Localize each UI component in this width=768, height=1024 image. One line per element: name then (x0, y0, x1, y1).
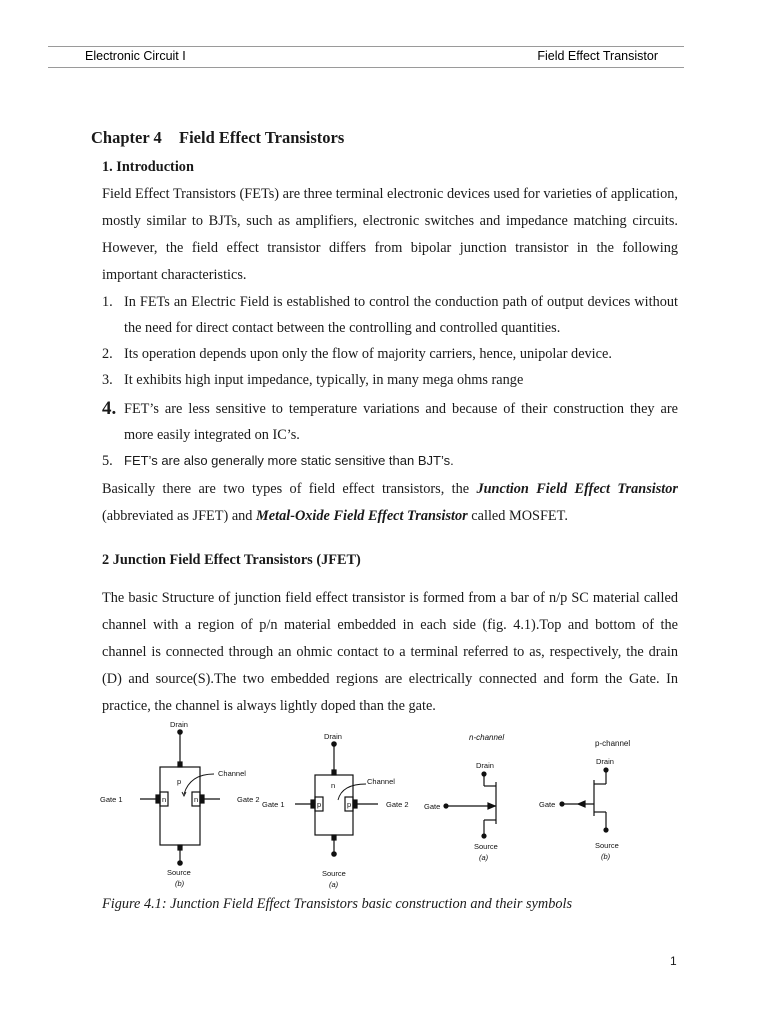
figure-caption: Figure 4.1: Junction Field Effect Transistors basic construction and their symbols (102, 896, 573, 912)
label-n-a: n (331, 781, 336, 790)
header-course-title: Electronic Circuit I (85, 49, 186, 63)
chapter-heading (91, 124, 678, 152)
label-n1-b: n (162, 795, 167, 804)
list-item: 2. Its operation depends upon only the flow of majority carriers, hence, unipolar device. (102, 346, 612, 362)
jfet-construction-a (295, 742, 378, 856)
label-gate1-a: Gate 1 (262, 800, 285, 809)
label-gate2-a: Gate 2 (386, 800, 409, 809)
label-tag-a: (a) (329, 880, 339, 889)
list-item: 1. In FETs an Electric Field is established to control the conduction path of output devices without the need for direct contact between the controlling and controlled quantities. (102, 294, 678, 336)
label-nch-drain: Drain (476, 761, 494, 770)
intro-paragraph: Field Effect Transistors (FETs) are three terminal electronic devices used for varieties of application, mostly similar to BJTs, such as amplifiers, electronic switches and impedance matching circuits. However, the field effect transistor differs from bipolar junction transistor in the following important characteristics. (102, 186, 678, 283)
mosfet-term: Metal-Oxide Field Effect Transistor (256, 508, 468, 524)
label-nch-source: Source (474, 842, 498, 851)
header-topic-title: Field Effect Transistor (537, 49, 658, 63)
chapter-number: Chapter 4 (91, 128, 162, 147)
label-drain-b: Drain (170, 720, 188, 729)
label-p-b: p (177, 777, 182, 786)
label-pch-tag: (b) (601, 852, 611, 861)
section-heading-jfet: 2 Junction Field Effect Transistors (JFET) (102, 552, 361, 568)
label-pch-gate: Gate (539, 800, 556, 809)
figure-4-1 (96, 716, 656, 894)
jfet-term: Junction Field Effect Transistor (476, 481, 678, 497)
label-drain-a: Drain (324, 732, 342, 741)
list-item: 3. It exhibits high input impedance, typically, in many mega ohms range (102, 372, 524, 388)
label-p1-a: p (317, 800, 322, 809)
label-pch-source: Source (595, 841, 619, 850)
list-item: 5. FET’s are also generally more static sensitive than BJT’s. (102, 453, 454, 469)
p-channel-jfet-symbol (560, 768, 608, 832)
label-channel-b: Channel (218, 769, 246, 778)
jfet-diagrams (96, 716, 656, 894)
jfet-structure-paragraph: The basic Structure of junction field effect transistor is formed from a bar of n/p SC material called channel with a region of p/n material embedded in each side (fig. 4.1).Top and bottom of the channel is connected through an ohmic contact to a terminal referred to as, respectively, the drain (D) and source(S).The two embedded regions are electrically connected and form the Gate. In practice, the channel is always lightly doped than the gate. (102, 590, 678, 714)
label-source-a: Source (322, 869, 346, 878)
list-item: 4. FET’s are less sensitive to temperature variations and because of their construction they are more easily integrated on IC’s. (102, 398, 678, 443)
page-header (48, 46, 684, 68)
fet-types-paragraph: Basically there are two types of field effect transistors, the Junction Field Effect Transistor (abbreviated as JFET) and Metal-Oxide Field Effect Transistor called MOSFET. (102, 481, 678, 524)
n-channel-jfet-symbol (444, 772, 496, 838)
label-nch-tag: (a) (479, 853, 489, 862)
page-number: 1 (670, 954, 677, 968)
label-gate2-b: Gate 2 (237, 795, 260, 804)
document-body (91, 124, 678, 720)
label-pch-drain: Drain (596, 757, 614, 766)
label-gate1-b: Gate 1 (100, 795, 123, 804)
label-tag-b: (b) (175, 879, 185, 888)
section-heading-introduction: 1. Introduction (102, 159, 194, 175)
label-source-b: Source (167, 868, 191, 877)
label-n2-b: n (194, 795, 199, 804)
label-p2-a: p (347, 800, 352, 809)
chapter-title: Field Effect Transistors (179, 128, 345, 147)
jfet-construction-b (140, 730, 220, 865)
label-nch-gate: Gate (424, 802, 441, 811)
label-n-channel-title: n-channel (469, 733, 505, 742)
label-p-channel-title: p-channel (595, 739, 631, 748)
characteristics-list (102, 289, 678, 474)
label-channel-a: Channel (367, 777, 395, 786)
